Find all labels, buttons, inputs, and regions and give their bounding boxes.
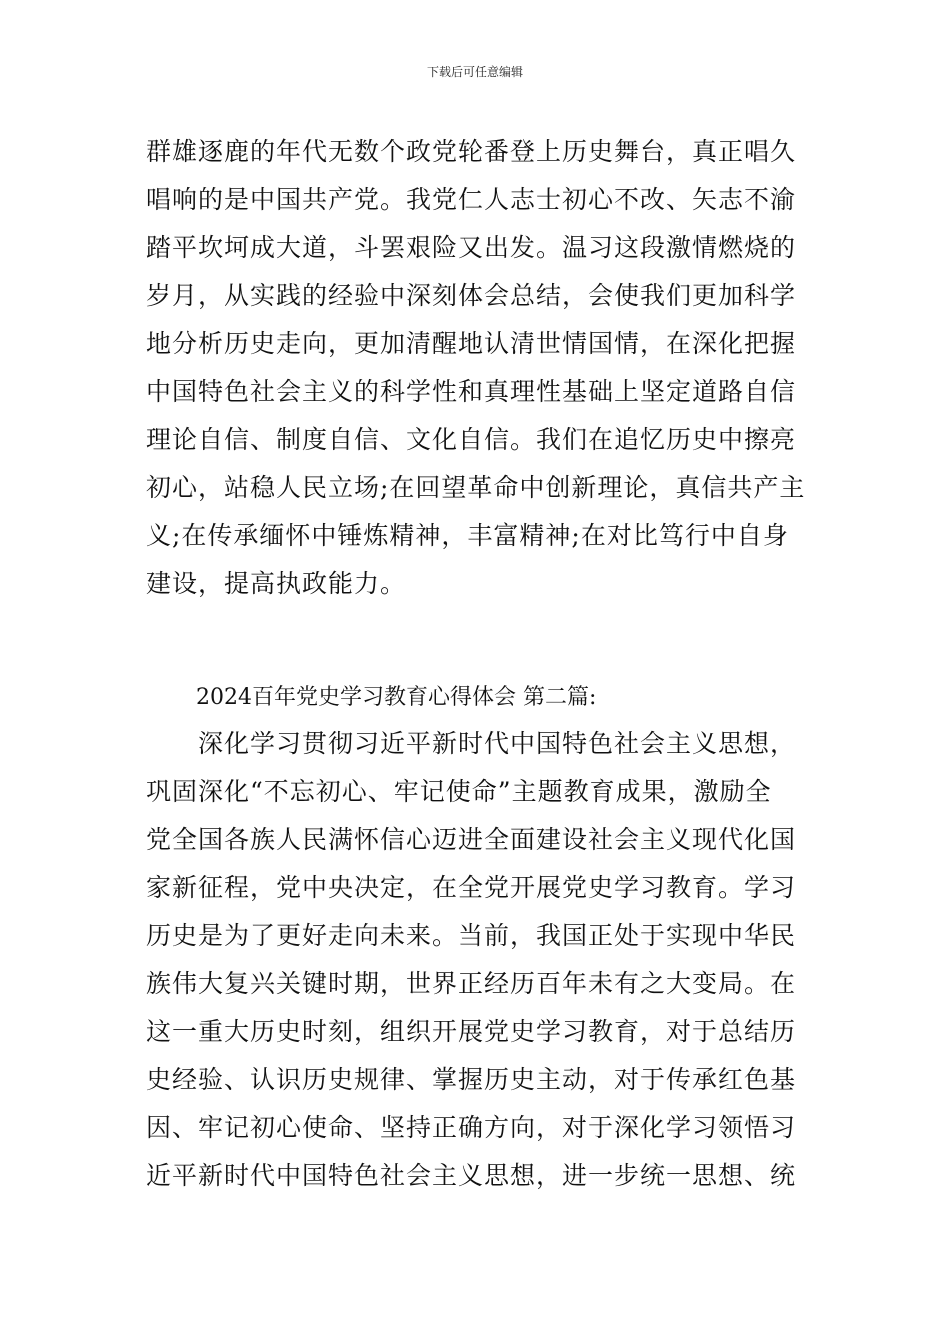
paragraph-line: 理论自信、制度自信、文化自信。我们在追忆历史中擦亮	[146, 425, 797, 454]
paragraph-line: 巩固深化“不忘初心、牢记使命”主题教育成果，激励全	[146, 777, 772, 806]
paragraph-line: 因、牢记初心使命、坚持正确方向，对于深化学习领悟习	[146, 1113, 797, 1142]
paragraph-line: 近平新时代中国特色社会主义思想，进一步统一思想、统	[146, 1161, 797, 1190]
paragraph-line: 岁月，从实践的经验中深刻体会总结，会使我们更加科学	[146, 281, 797, 310]
paragraph-line: 历史是为了更好走向未来。当前，我国正处于实现中华民	[146, 921, 797, 950]
paragraph-line: 党全国各族人民满怀信心迈进全面建设社会主义现代化国	[146, 825, 797, 854]
paragraph-line: 义;在传承缅怀中锤炼精神，丰富精神;在对比笃行中自身	[146, 521, 789, 550]
paragraph-line: 群雄逐鹿的年代无数个政党轮番登上历史舞台，真正唱久	[146, 137, 797, 166]
paragraph-line: 深化学习贯彻习近平新时代中国特色社会主义思想，	[198, 729, 797, 758]
paragraph-line: 这一重大历史时刻，组织开展党史学习教育，对于总结历	[146, 1017, 797, 1046]
header-note: 下载后可任意编辑	[426, 65, 523, 79]
paragraph-line: 踏平坎坷成大道，斗罢艰险又出发。温习这段激情燃烧的	[146, 233, 797, 262]
paragraph-line: 初心，站稳人民立场;在回望革命中创新理论，真信共产主	[146, 473, 806, 502]
paragraph-line: 唱响的是中国共产党。我党仁人志士初心不改、矢志不渝	[146, 185, 797, 214]
paragraph-line: 史经验、认识历史规律、掌握历史主动，对于传承红色基	[146, 1065, 797, 1094]
paragraph-line: 家新征程，党中央决定，在全党开展党史学习教育。学习	[146, 873, 797, 902]
paragraph-line: 建设，提高执政能力。	[146, 569, 407, 598]
paragraph-line: 中国特色社会主义的科学性和真理性基础上坚定道路自信	[146, 377, 797, 406]
paragraph-line: 地分析历史走向，更加清醒地认清世情国情，在深化把握	[146, 329, 797, 358]
paragraph-line: 族伟大复兴关键时期，世界正经历百年未有之大变局。在	[146, 969, 797, 998]
section-heading: 2024百年党史学习教育心得体会 第二篇:	[196, 685, 597, 710]
